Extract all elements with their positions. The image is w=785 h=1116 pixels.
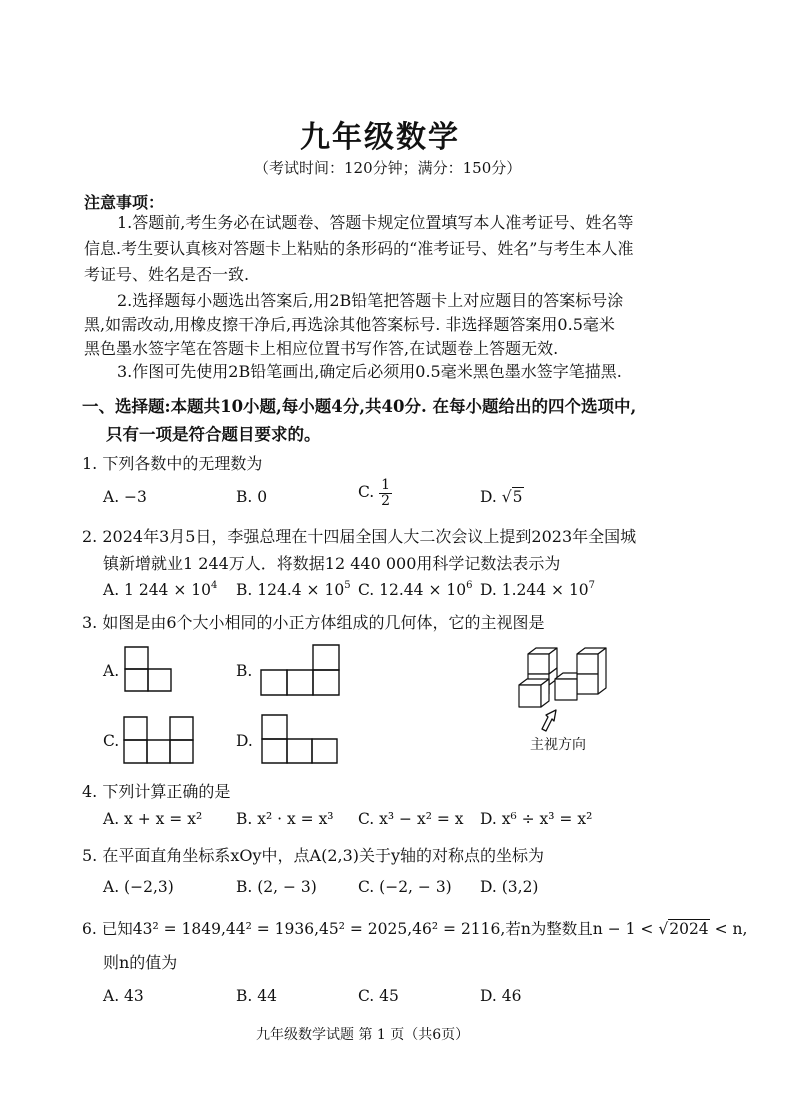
page-footer: 九年级数学试题 第 1 页（共6页） bbox=[256, 1027, 470, 1043]
denominator: 2 bbox=[381, 492, 391, 509]
fraction bbox=[379, 478, 392, 508]
question-stem: 3. 如图是由6个大小相同的小正方体组成的几何体，它的主视图是 bbox=[82, 613, 545, 632]
question-stem: 1. 下列各数中的无理数为 bbox=[82, 454, 263, 473]
question-stem-cont: 镇新增就业1 244万人．将数据12 440 000用科学记数法表示为 bbox=[103, 554, 561, 573]
section-heading-cont: 只有一项是符合题目要求的。 bbox=[106, 425, 321, 444]
option-b: B. bbox=[236, 662, 253, 680]
note-line: 3.作图可先使用2B铅笔画出,确定后必须用0.5毫米黑色墨水签字笔描黑. bbox=[117, 362, 622, 381]
figure-option-c bbox=[123, 716, 195, 764]
option-a bbox=[103, 581, 217, 599]
figure-option-d bbox=[261, 714, 339, 764]
cube-solid-figure bbox=[515, 645, 615, 735]
figure-option-a bbox=[124, 646, 172, 692]
option-d: D. 46 bbox=[480, 987, 522, 1005]
section-heading: 一、选择题:本题共10小题,每小题4分,共40分. 在每小题给出的四个选项中, bbox=[82, 397, 637, 416]
exam-info: （考试时间：120分钟；满分：150分） bbox=[254, 159, 522, 177]
note-line: 考证号、姓名是否一致. bbox=[84, 265, 250, 284]
question-stem: 5. 在平面直角坐标系xOy中，点A(2,3)关于y轴的对称点的坐标为 bbox=[82, 846, 545, 865]
radicand: 2024 bbox=[669, 920, 709, 938]
exponent: 7 bbox=[588, 580, 596, 591]
option-c bbox=[358, 478, 392, 508]
note-line: 黑,如需改动,用橡皮擦干净后,再选涂其他答案标号. 非选择题答案用0.5毫米 bbox=[84, 315, 615, 334]
question-stem: 2. 2024年3月5日，李强总理在十四届全国人大二次会议上提到2023年全国城 bbox=[82, 527, 637, 546]
option-a: A. x + x = x² bbox=[103, 810, 203, 828]
question-stem: 6. 已知43² = 1849,44² = 1936,45² = 2025,46² = 2116,若n为整数且n − 1 < √2024 < n, bbox=[82, 920, 748, 938]
option-d: D. (3,2) bbox=[480, 878, 539, 896]
option-b: B. (2, − 3) bbox=[236, 878, 317, 896]
note-line: 信息.考生要认真核对答题卡上粘贴的条形码的“准考证号、姓名”与考生本人准 bbox=[84, 239, 634, 258]
question-stem-tail: < n, bbox=[714, 920, 748, 938]
option-d: D. √5 bbox=[480, 488, 523, 506]
option-d-text: D. 1.244 × 10 bbox=[480, 581, 589, 599]
option-c: C. (−2, − 3) bbox=[358, 878, 452, 896]
numerator: 1 bbox=[381, 477, 391, 493]
page-title: 九年级数学 bbox=[300, 120, 460, 155]
radicand: 5 bbox=[512, 488, 523, 506]
note-line: 2.选择题每小题选出答案后,用2B铅笔把答题卡上对应题目的答案标号涂 bbox=[117, 291, 624, 310]
option-d: D. bbox=[236, 732, 253, 750]
note-line: 黑色墨水签字笔在答题卡上相应位置书写作答,在试题卷上答题无效. bbox=[84, 339, 559, 358]
option-d: D. x⁶ ÷ x³ = x² bbox=[480, 810, 593, 828]
notes-heading: 注意事项： bbox=[84, 193, 165, 212]
option-b: B. 44 bbox=[236, 987, 277, 1005]
option-c: C. bbox=[103, 732, 120, 750]
view-direction-label: 主视方向 bbox=[530, 737, 586, 753]
exponent: 6 bbox=[466, 580, 473, 591]
option-b-text: B. 124.4 × 10 bbox=[236, 581, 345, 599]
option-c bbox=[358, 581, 472, 599]
option-b: B. 0 bbox=[236, 488, 268, 506]
exponent: 4 bbox=[211, 580, 218, 591]
option-b bbox=[236, 581, 351, 599]
note-line: 1.答题前,考生务必在试题卷、答题卡规定位置填写本人准考证号、姓名等 bbox=[117, 213, 634, 232]
question-stem-text: 6. 已知43² = 1849,44² = 1936,45² = 2025,46² = 2116,若n为整数且n − 1 < bbox=[82, 920, 654, 938]
question-stem-cont: 则n的值为 bbox=[103, 953, 178, 972]
option-d bbox=[480, 581, 595, 599]
question-stem: 4. 下列计算正确的是 bbox=[82, 782, 231, 801]
exponent: 5 bbox=[344, 580, 351, 591]
option-b: B. x² · x = x³ bbox=[236, 810, 334, 828]
option-c-text: C. 12.44 × 10 bbox=[358, 581, 467, 599]
option-d-label: D. bbox=[480, 488, 497, 506]
figure-option-b bbox=[260, 644, 340, 696]
option-a-text: A. 1 244 × 10 bbox=[103, 581, 211, 599]
option-a: A. 43 bbox=[103, 987, 144, 1005]
option-a: A. bbox=[103, 662, 120, 680]
option-c: C. 45 bbox=[358, 987, 399, 1005]
option-a: A. (−2,3) bbox=[103, 878, 174, 896]
option-c: C. x³ − x² = x bbox=[358, 810, 464, 828]
option-a: A. −3 bbox=[103, 488, 147, 506]
option-c-label: C. bbox=[358, 483, 375, 502]
